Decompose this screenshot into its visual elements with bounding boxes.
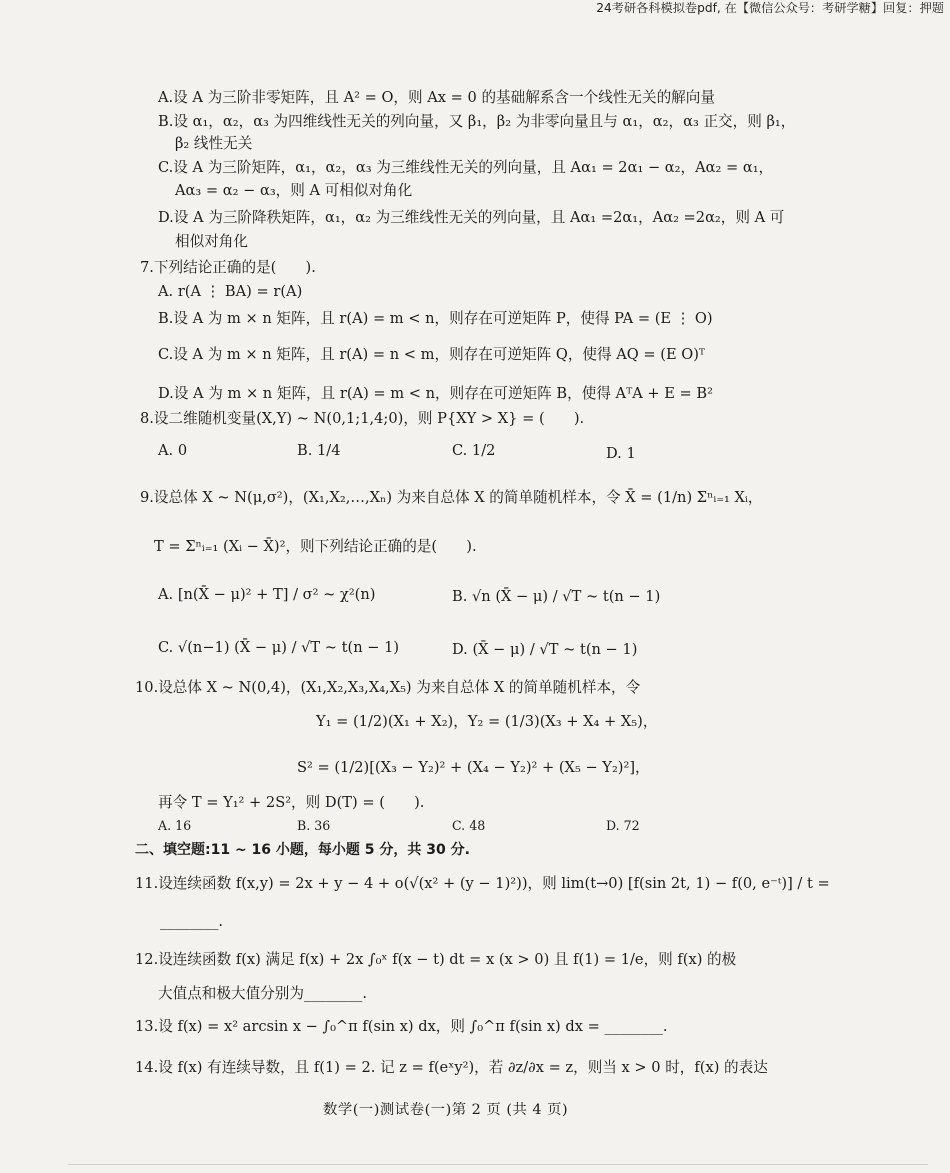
q10-option-c: C. 48: [452, 818, 486, 833]
section-heading: 二、填空题:11 ~ 16 小题，每小题 5 分，共 30 分.: [135, 842, 470, 858]
q9-option-d: D. (X̄ − μ) / √T ~ t(n − 1): [452, 641, 638, 658]
q6-option-b-cont: β₂ 线性无关: [175, 135, 253, 152]
q8-option-d: D. 1: [606, 445, 636, 462]
q12-line-2: 大值点和极大值分别为________.: [158, 985, 367, 1002]
q8-option-c: C. 1/2: [452, 442, 496, 459]
q10-option-b: B. 36: [297, 818, 331, 833]
q10-stem-cont: 再令 T = Y₁² + 2S²，则 D(T) = ( ).: [158, 794, 425, 811]
q14-line: 14.设 f(x) 有连续导数，且 f(1) = 2. 记 z = f(eˣy²)，若 ∂z/∂x = z，则当 x > 0 时，f(x) 的表达: [135, 1059, 768, 1076]
q6-option-d: D.设 A 为三阶降秩矩阵，α₁，α₂ 为三维线性无关的列向量，且 Aα₁ =2α₁，Aα₂ =2α₂，则 A 可: [158, 209, 785, 226]
q10-stem: 10.设总体 X ~ N(0,4)，(X₁,X₂,X₃,X₄,X₅) 为来自总体 X 的简单随机样本，令: [135, 679, 641, 696]
q9-stem: 9.设总体 X ~ N(μ,σ²)，(X₁,X₂,…,Xₙ) 为来自总体 X 的简单随机样本，令 X̄ = (1/n) Σⁿᵢ₌₁ Xᵢ，: [140, 489, 763, 506]
q9-option-c: C. √(n−1) (X̄ − μ) / √T ~ t(n − 1): [158, 639, 400, 656]
q7-option-a: A. r(A ⋮ BA) = r(A): [158, 283, 303, 300]
q10-option-a: A. 16: [158, 818, 192, 833]
watermark: 24考研各科模拟卷pdf, 在【微信公众号：考研学糖】回复：押题: [596, 1, 944, 15]
q10-equation-2: S² = (1/2)[(X₃ − Y₂)² + (X₄ − Y₂)² + (X₅ − Y₂)²]，: [297, 759, 650, 776]
page-footer: 数学(一)测试卷(一)第 2 页 (共 4 页): [323, 1102, 569, 1118]
q11-line-1: 11.设连续函数 f(x,y) = 2x + y − 4 + o(√(x² + (y − 1)²))，则 lim(t→0) [f(sin 2t, 1) − f(0, e⁻ᵗ)] / t =: [135, 875, 830, 892]
bottom-rule: [68, 1164, 928, 1165]
q10-equation-1: Y₁ = (1/2)(X₁ + X₂)，Y₂ = (1/3)(X₃ + X₄ + X₅)，: [316, 713, 658, 730]
q8-option-a: A. 0: [158, 442, 188, 459]
q6-option-a: A.设 A 为三阶非零矩阵，且 A² = O，则 Ax = 0 的基础解系含一个线性无关的解向量: [158, 89, 715, 106]
q13-line: 13.设 f(x) = x² arcsin x − ∫₀^π f(sin x) dx，则 ∫₀^π f(sin x) dx = ________.: [135, 1018, 668, 1035]
q10-option-d: D. 72: [606, 818, 640, 833]
q8-stem: 8.设二维随机变量(X,Y) ~ N(0,1;1,4;0)，则 P{XY > X} = ( ).: [140, 410, 585, 427]
q8-option-b: B. 1/4: [297, 442, 341, 459]
q9-stem-cont: T = Σⁿᵢ₌₁ (Xᵢ − X̄)²，则下列结论正确的是( ).: [154, 538, 477, 555]
q7-option-d: D.设 A 为 m × n 矩阵，且 r(A) = m < n，则存在可逆矩阵 B，使得 AᵀA + E = B²: [158, 385, 713, 402]
q7-stem: 7.下列结论正确的是( ).: [140, 259, 316, 276]
q6-option-c-cont: Aα₃ = α₂ − α₃，则 A 可相似对角化: [175, 182, 413, 199]
q6-option-c: C.设 A 为三阶矩阵，α₁，α₂，α₃ 为三维线性无关的列向量，且 Aα₁ = 2α₁ − α₂，Aα₂ = α₁，: [158, 159, 774, 176]
q9-option-b: B. √n (X̄ − μ) / √T ~ t(n − 1): [452, 588, 661, 605]
q7-option-c: C.设 A 为 m × n 矩阵，且 r(A) = n < m，则存在可逆矩阵 Q，使得 AQ = (E O)ᵀ: [158, 346, 706, 363]
q11-line-2: ________.: [160, 913, 224, 930]
q7-option-b: B.设 A 为 m × n 矩阵，且 r(A) = m < n，则存在可逆矩阵 P，使得 PA = (E ⋮ O): [158, 310, 713, 327]
q6-option-d-cont: 相似对角化: [175, 233, 248, 250]
q12-line-1: 12.设连续函数 f(x) 满足 f(x) + 2x ∫₀ˣ f(x − t) dt = x (x > 0) 且 f(1) = 1/e，则 f(x) 的极: [135, 951, 737, 968]
q6-option-b: B.设 α₁，α₂，α₃ 为四维线性无关的列向量，又 β₁，β₂ 为非零向量且与 α₁，α₂，α₃ 正交，则 β₁，: [158, 113, 796, 130]
q9-option-a: A. [n(X̄ − μ)² + T] / σ² ~ χ²(n): [158, 586, 376, 603]
